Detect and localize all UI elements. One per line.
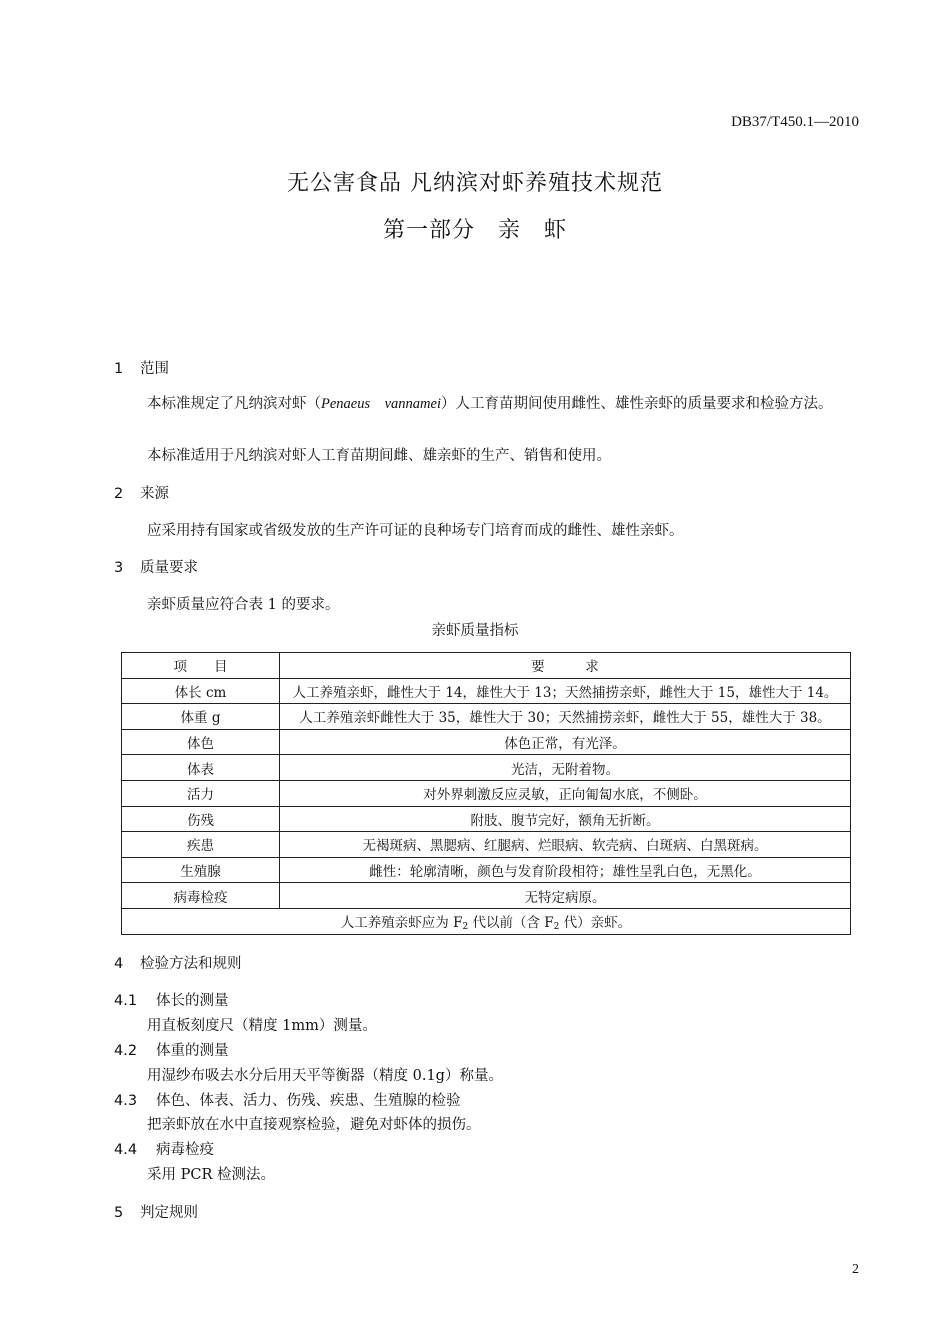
subsection-4-3-heading: [114, 1089, 461, 1110]
table-row: [122, 857, 851, 883]
table-row: [122, 704, 851, 730]
section-1-heading: [114, 357, 169, 378]
section-5-heading: [114, 1201, 198, 1222]
section-3-paragraph: 亲虾质量应符合表 1 的要求。: [147, 597, 340, 613]
table-cell-requirement: 体色正常，有光泽。: [280, 729, 851, 755]
table-cell-requirement: 人工养殖亲虾雌性大于 35，雄性大于 30；天然捕捞亲虾，雌性大于 55，雄性大于 38。: [280, 704, 851, 730]
subsection-4-3-text: 把亲虾放在水中直接观察检验，避免对虾体的损伤。: [147, 1117, 481, 1133]
table-row: [122, 678, 851, 704]
subsection-title: 病毒检疫: [156, 1142, 214, 1158]
section-number: 2: [114, 486, 124, 502]
table-row: [122, 729, 851, 755]
section-number: 5: [114, 1205, 124, 1221]
subscript: 2: [553, 921, 560, 932]
table-row: [122, 883, 851, 909]
subsection-number: 4.1: [114, 993, 138, 1009]
subsection-number: 4.4: [114, 1142, 138, 1158]
table-header-row: [122, 653, 851, 679]
text-run: ）人工育苗期间使用雌性、雄性亲虾的质量要求和检验方法。: [441, 396, 833, 412]
section-number: 4: [114, 956, 124, 972]
text-run: 代以前（含 F: [468, 914, 554, 931]
subsection-4-4-heading: [114, 1138, 214, 1159]
header-requirement: 要 求: [280, 653, 851, 679]
table-cell-item: 活力: [122, 780, 280, 806]
table-cell-requirement: 人工养殖亲虾，雌性大于 14，雄性大于 13；天然捕捞亲虾，雌性大于 15，雄性大于 14。: [280, 678, 851, 704]
subsection-title: 体长的测量: [156, 993, 229, 1009]
section-title: 范围: [140, 361, 169, 377]
subsection-number: 4.2: [114, 1043, 138, 1059]
section-4-heading: [114, 952, 242, 973]
table-row: [122, 755, 851, 781]
section-title: 质量要求: [140, 560, 198, 576]
table-cell-item: 体表: [122, 755, 280, 781]
section-number: 1: [114, 361, 124, 377]
section-1-paragraph-1: [114, 392, 860, 417]
text-run: 人工养殖亲虾应为 F: [340, 914, 463, 931]
page-number: 2: [852, 1262, 859, 1277]
table-cell-item: 体色: [122, 729, 280, 755]
table-cell-requirement: 无特定病原。: [280, 883, 851, 909]
standard-number: DB37/T450.1—2010: [731, 114, 859, 130]
subsection-4-2-text: 用湿纱布吸去水分后用天平等衡器（精度 0.1g）称量。: [147, 1068, 503, 1084]
subsection-4-4-text: 采用 PCR 检测法。: [147, 1167, 275, 1183]
header-item: 项 目: [122, 653, 280, 679]
subsection-4-2-heading: [114, 1039, 229, 1060]
section-title: 来源: [140, 486, 169, 502]
section-2-heading: [114, 482, 169, 503]
table-cell-requirement: 光洁，无附着物。: [280, 755, 851, 781]
table-cell-item: 体长 cm: [122, 678, 280, 704]
table-footer-note: [122, 908, 851, 934]
part-title: 第一部分 亲 虾: [382, 218, 567, 243]
section-3-heading: [114, 556, 198, 577]
quality-table: [121, 652, 851, 935]
text-run: 本标准规定了凡纳滨对虾（: [147, 396, 321, 412]
table-cell-item: 病毒检疫: [122, 883, 280, 909]
table-footer-row: [122, 908, 851, 934]
table-cell-requirement: 附肢、腹节完好，额角无折断。: [280, 806, 851, 832]
table-cell-item: 伤残: [122, 806, 280, 832]
document-title: 无公害食品 凡纳滨对虾养殖技术规范: [287, 171, 663, 196]
subsection-number: 4.3: [114, 1093, 138, 1109]
table-row: [122, 832, 851, 858]
subsection-title: 体色、体表、活力、伤残、疾患、生殖腺的检验: [156, 1093, 461, 1109]
table-row: [122, 806, 851, 832]
subsection-4-1-heading: [114, 989, 229, 1010]
table-cell-requirement: 雌性：轮廓清晰，颜色与发育阶段相符；雄性呈乳白色，无黑化。: [280, 857, 851, 883]
table-cell-requirement: 无褐斑病、黑腮病、红腿病、烂眼病、软壳病、白斑病、白黑斑病。: [280, 832, 851, 858]
table-title: 亲虾质量指标: [431, 623, 519, 639]
section-title: 判定规则: [140, 1205, 198, 1221]
section-2-paragraph: 应采用持有国家或省级发放的生产许可证的良种场专门培育而成的雌性、雄性亲虾。: [147, 523, 684, 539]
table-cell-item: 生殖腺: [122, 857, 280, 883]
subsection-title: 体重的测量: [156, 1043, 229, 1059]
latin-name: Penaeus vannamei: [321, 396, 441, 412]
section-1-paragraph-2: 本标准适用于凡纳滨对虾人工育苗期间雌、雄亲虾的生产、销售和使用。: [147, 448, 611, 464]
text-run: 代）亲虾。: [559, 914, 632, 931]
table-cell-requirement: 对外界刺激反应灵敏，正向匍匐水底，不侧卧。: [280, 780, 851, 806]
subsection-4-1-text: 用直板刻度尺（精度 1mm）测量。: [147, 1018, 377, 1034]
table-cell-item: 疾患: [122, 832, 280, 858]
subscript: 2: [462, 921, 469, 932]
section-number: 3: [114, 560, 124, 576]
table-row: [122, 780, 851, 806]
section-title: 检验方法和规则: [140, 956, 242, 972]
table-cell-item: 体重 g: [122, 704, 280, 730]
